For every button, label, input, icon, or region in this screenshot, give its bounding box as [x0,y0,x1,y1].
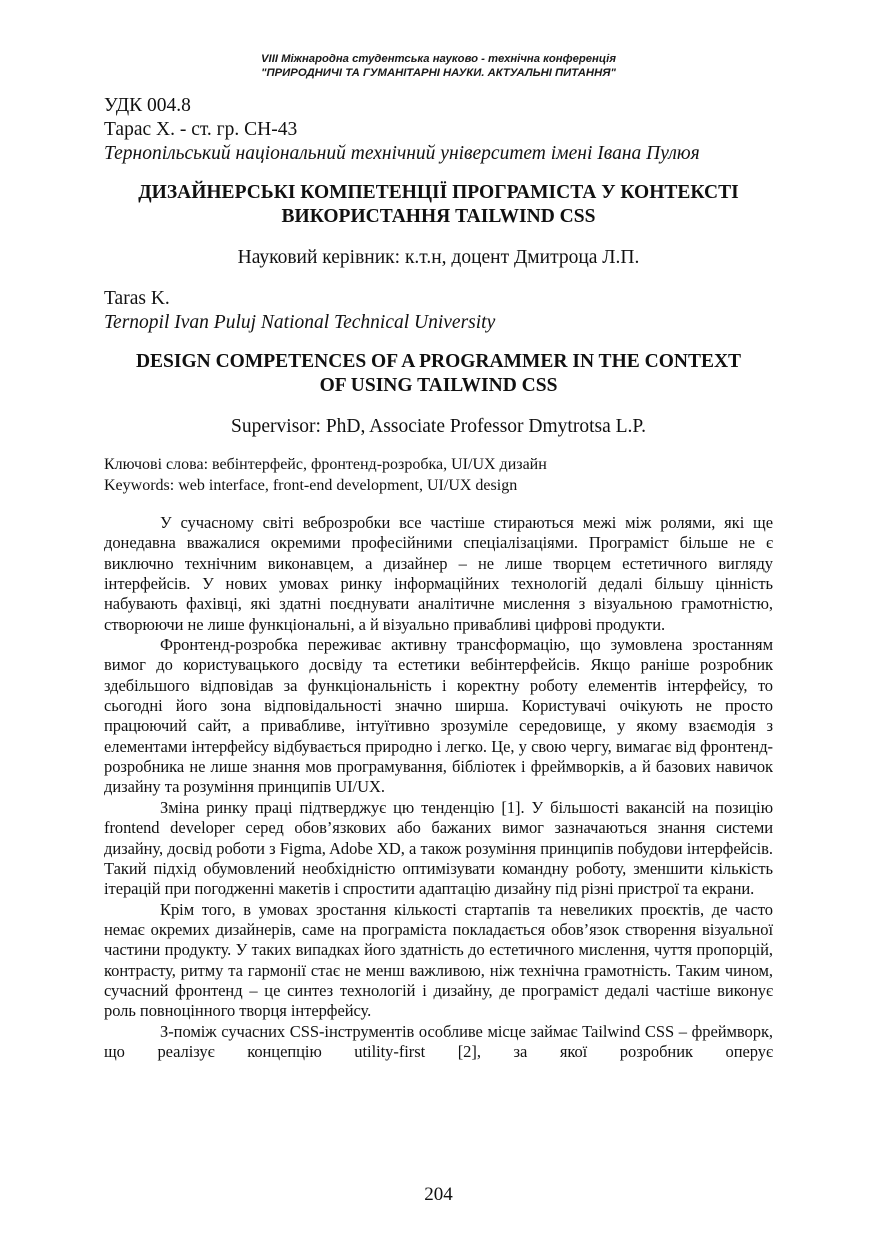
title-en-line-2: OF USING TAILWIND CSS [319,375,558,396]
page-number: 204 [424,1184,453,1205]
author-en: Taras K. [104,288,170,309]
author-ua: Тарас Х. - ст. гр. СН-43 [104,119,298,140]
keywords-en: Keywords: web interface, front-end development, UI/UX design [104,477,518,494]
paragraph-4: Крім того, в умовах зростання кількості стартапів та невеликих проєктів, де часто немає окремих дизайнерів, саме на програміста покладається обов’язок створення візуальної частини продукту. У таких випадках його здатність до естетичного мислення, чуття пропорцій, контрасту, ритму та гармонії стає не менш важливою, ніж технічна грамотність. Таким чином, сучасний фронтенд – це синтез технологій і дизайну, де програміст дедалі частіше виконує роль повноцінного творця інтерфейсу. [104,899,773,1021]
paragraph-3: Зміна ринку праці підтверджує цю тенденцію [1]. У більшості вакансій на позицію frontend developer серед обов’язкових або бажаних вимог зазначаються знання системи дизайну, досвід роботи з Figma, Adobe XD, а також розуміння принципів побудови інтерфейсів. Такий підхід обумовлений необхідністю оптимізувати командну роботу, зменшити кількість ітерацій при погодженні макетів і спростити адаптацію дизайну під різні пристрої та екрани. [104,797,773,899]
paragraph-5: З-поміж сучасних CSS-інструментів особливе місце займає Tailwind CSS – фреймворк, що реалізує концепцію utility-first [2], за якої розробник оперує [104,1021,773,1061]
affiliation-en: Ternopil Ivan Puluj National Technical University [104,312,496,333]
article-body [104,513,773,1062]
title-ua [60,181,817,229]
keywords-ua: Ключові слова: вебінтерфейс, фронтенд-розробка, UI/UX дизайн [104,456,547,473]
supervisor-ua: Науковий керівник: к.т.н, доцент Дмитроца Л.П. [237,247,640,268]
conference-header [0,52,877,80]
title-ua-line-2: ВИКОРИСТАННЯ TAILWIND CSS [281,206,596,227]
supervisor-en: Supervisor: PhD, Associate Professor Dmytrotsa L.P. [231,416,646,437]
title-en-line-1: DESIGN COMPETENCES OF A PROGRAMMER IN THE CONTEXT [135,351,742,372]
paragraph-1: У сучасному світі веброзробки все частіше стираються межі між ролями, які ще донедавна вважалися окремими професійними спеціалізаціями. Програміст більше не є виключно технічним виконавцем, а дизайнер – не лише творцем естетичного вигляду інтерфейсів. У нових умовах ринку інформаційних технологій дедалі більшу цінність набувають фахівці, які здатні поєднувати аналітичне мислення з візуальною грамотністю, створюючи не лише функціональні, а й візуально привабливі цифрові продукти. [104,513,773,634]
udk-code: УДК 004.8 [104,95,191,116]
conference-title: VIII Міжнародна студентська науково - технічна конференція [261,53,616,65]
affiliation-ua: Тернопільський національний технічний університет імені Івана Пулюя [104,143,700,164]
conference-theme: "ПРИРОДНИЧІ ТА ГУМАНІТАРНІ НАУКИ. АКТУАЛЬНІ ПИТАННЯ" [261,67,616,79]
paragraph-2: Фронтенд-розробка переживає активну трансформацію, що зумовлена зростанням вимог до користувацького досвіду та естетики вебінтерфейсів. Якщо раніше розробник здебільшого відповідав за функціональність і коректну роботу елементів інтерфейсу, то сьогодні його зона відповідальності значно ширша. Користувачі очікують не просто працюючий сайт, а привабливе, інтуїтивно зрозуміле середовище, у якому взаємодія з елементами інтерфейсу відбувається природно і легко. Це, у свою чергу, вимагає від фронтенд-розробника не лише знання мов програмування, бібліотек і фреймворків, а й базових навичок дизайну та розуміння принципів UI/UX. [104,635,773,797]
title-ua-line-1: ДИЗАЙНЕРСЬКІ КОМПЕТЕНЦІЇ ПРОГРАМІСТА У КОНТЕКСТІ [138,182,739,203]
title-en [60,350,817,398]
